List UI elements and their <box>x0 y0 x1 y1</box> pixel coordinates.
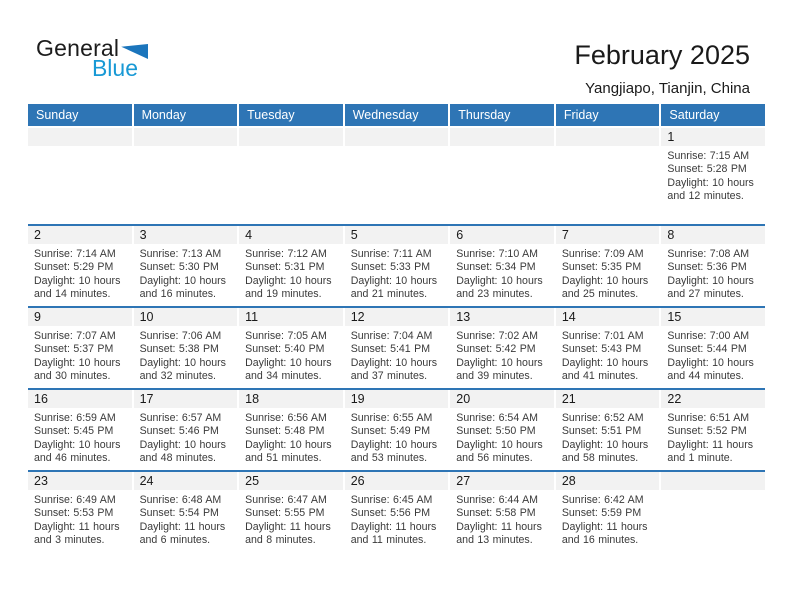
sunrise-text: Sunrise: 7:10 AM <box>456 248 538 260</box>
week-row <box>28 224 765 306</box>
daylight-text: Daylight: 10 hours and 19 minutes. <box>245 274 332 301</box>
daylight-text: Daylight: 10 hours and 58 minutes. <box>561 438 649 465</box>
sunrise-text: Sunrise: 7:11 AM <box>350 248 432 260</box>
day-details <box>28 408 132 466</box>
day-cell-6 <box>450 226 554 306</box>
general-blue-logo <box>36 37 148 80</box>
day-cell-3 <box>134 226 238 306</box>
day-cell-19 <box>345 390 449 470</box>
weekday-header-row <box>28 104 765 126</box>
daylight-text: Daylight: 11 hours and 11 minutes. <box>350 520 437 547</box>
day-number: 2 <box>34 228 41 242</box>
sunrise-text: Sunrise: 6:42 AM <box>561 494 644 506</box>
day-details <box>661 244 765 302</box>
day-details <box>28 326 132 384</box>
weekday-header-wednesday: Wednesday <box>345 104 449 126</box>
sunset-text: Sunset: 5:46 PM <box>139 425 219 438</box>
day-cell-17 <box>134 390 238 470</box>
day-number: 9 <box>34 310 41 324</box>
day-number-band <box>450 472 554 490</box>
day-number: 6 <box>456 228 464 242</box>
day-details <box>345 146 449 150</box>
day-details <box>239 490 343 548</box>
day-details <box>345 490 449 548</box>
daylight-text: Daylight: 11 hours and 8 minutes. <box>245 520 331 547</box>
day-details <box>28 244 132 302</box>
day-number-band <box>556 226 660 244</box>
sunrise-text: Sunrise: 7:00 AM <box>667 330 750 342</box>
day-details <box>239 408 343 466</box>
day-number-band <box>239 308 343 326</box>
day-number: 19 <box>350 392 365 406</box>
day-details <box>345 244 449 302</box>
day-cell-20 <box>450 390 554 470</box>
day-details <box>239 244 343 302</box>
daylight-text: Daylight: 10 hours and 37 minutes. <box>350 356 438 383</box>
daylight-text: Daylight: 10 hours and 27 minutes. <box>667 274 754 301</box>
week-row <box>28 470 765 552</box>
day-number-band <box>134 308 238 326</box>
day-number-band <box>345 226 449 244</box>
day-details <box>661 326 765 384</box>
day-cell-25 <box>239 472 343 552</box>
day-cell-22 <box>661 390 765 470</box>
day-details <box>28 146 132 150</box>
daylight-text: Daylight: 10 hours and 46 minutes. <box>34 438 121 465</box>
sunset-text: Sunset: 5:54 PM <box>139 507 219 520</box>
daylight-text: Daylight: 10 hours and 56 minutes. <box>456 438 543 465</box>
page-title: February 2025 <box>574 40 750 70</box>
day-number-band <box>28 226 132 244</box>
sunset-text: Sunset: 5:50 PM <box>456 425 536 438</box>
weekday-header-tuesday: Tuesday <box>239 104 343 126</box>
sunrise-text: Sunrise: 7:12 AM <box>245 248 327 260</box>
sunset-text: Sunset: 5:30 PM <box>139 261 219 274</box>
day-number: 16 <box>34 392 48 406</box>
daylight-text: Daylight: 10 hours and 25 minutes. <box>561 274 649 301</box>
day-details <box>450 244 554 302</box>
daylight-text: Daylight: 11 hours and 16 minutes. <box>561 520 648 547</box>
daylight-text: Daylight: 11 hours and 6 minutes. <box>139 520 226 547</box>
sunset-text: Sunset: 5:33 PM <box>350 261 431 274</box>
day-number: 7 <box>561 228 569 242</box>
sunrise-text: Sunrise: 6:54 AM <box>456 412 538 424</box>
sunset-text: Sunset: 5:51 PM <box>561 425 642 438</box>
day-number: 12 <box>350 310 365 324</box>
sunset-text: Sunset: 5:58 PM <box>456 507 536 520</box>
sunset-text: Sunset: 5:44 PM <box>667 343 747 356</box>
day-number-band <box>134 472 238 490</box>
sunrise-text: Sunrise: 6:52 AM <box>561 412 644 424</box>
daylight-text: Daylight: 10 hours and 34 minutes. <box>245 356 332 383</box>
day-cell-empty <box>661 472 765 552</box>
sunset-text: Sunset: 5:35 PM <box>561 261 642 274</box>
day-cell-18 <box>239 390 343 470</box>
day-cell-4 <box>239 226 343 306</box>
logo-text-blue: Blue <box>91 55 138 81</box>
daylight-text: Daylight: 10 hours and 21 minutes. <box>350 274 438 301</box>
sunrise-text: Sunrise: 6:57 AM <box>139 412 222 424</box>
sunrise-text: Sunrise: 6:55 AM <box>350 412 433 424</box>
day-cell-26 <box>345 472 449 552</box>
weekday-header-friday: Friday <box>556 104 660 126</box>
daylight-text: Daylight: 10 hours and 12 minutes. <box>667 176 754 203</box>
sunset-text: Sunset: 5:52 PM <box>667 425 747 438</box>
day-cell-5 <box>345 226 449 306</box>
sunrise-text: Sunrise: 7:04 AM <box>350 330 433 342</box>
sunrise-text: Sunrise: 7:02 AM <box>456 330 538 342</box>
day-number-band <box>28 308 132 326</box>
daylight-text: Daylight: 10 hours and 32 minutes. <box>139 356 226 383</box>
daylight-text: Daylight: 10 hours and 30 minutes. <box>34 356 121 383</box>
day-number-band <box>450 226 554 244</box>
day-number-band <box>661 226 765 244</box>
day-number-band <box>556 128 660 146</box>
daylight-text: Daylight: 11 hours and 13 minutes. <box>456 520 542 547</box>
daylight-text: Daylight: 10 hours and 41 minutes. <box>561 356 649 383</box>
sunset-text: Sunset: 5:59 PM <box>561 507 642 520</box>
day-cell-9 <box>28 308 132 388</box>
week-row <box>28 306 765 388</box>
day-number-band <box>661 390 765 408</box>
day-cell-14 <box>556 308 660 388</box>
weekday-header-saturday: Saturday <box>661 104 765 126</box>
day-cell-23 <box>28 472 132 552</box>
sunset-text: Sunset: 5:38 PM <box>139 343 219 356</box>
day-cell-2 <box>28 226 132 306</box>
sunset-text: Sunset: 5:34 PM <box>456 261 536 274</box>
daylight-text: Daylight: 10 hours and 16 minutes. <box>139 274 226 301</box>
sunrise-text: Sunrise: 7:15 AM <box>667 150 750 162</box>
day-details <box>661 146 765 204</box>
day-details <box>134 244 238 302</box>
sunrise-text: Sunrise: 6:56 AM <box>245 412 327 424</box>
day-number: 23 <box>34 474 48 488</box>
day-details <box>28 490 132 548</box>
day-cell-16 <box>28 390 132 470</box>
day-cell-13 <box>450 308 554 388</box>
sunrise-text: Sunrise: 7:07 AM <box>34 330 116 342</box>
day-number: 15 <box>667 310 682 324</box>
weeks-container <box>28 128 765 552</box>
daylight-text: Daylight: 10 hours and 53 minutes. <box>350 438 438 465</box>
day-cell-10 <box>134 308 238 388</box>
day-details <box>556 146 660 150</box>
sunset-text: Sunset: 5:42 PM <box>456 343 536 356</box>
day-cell-28 <box>556 472 660 552</box>
day-cell-empty <box>450 128 554 224</box>
day-details <box>134 408 238 466</box>
day-number-band <box>28 472 132 490</box>
day-cell-empty <box>239 128 343 224</box>
week-row <box>28 388 765 470</box>
day-details <box>134 326 238 384</box>
day-number: 10 <box>139 310 154 324</box>
sunrise-text: Sunrise: 6:48 AM <box>139 494 222 506</box>
day-number-band <box>28 390 132 408</box>
location-subtitle: Yangjiapo, Tianjin, China <box>585 80 750 97</box>
day-number: 5 <box>350 228 358 242</box>
day-cell-1 <box>661 128 765 224</box>
day-details <box>450 408 554 466</box>
day-details <box>239 326 343 384</box>
day-details <box>556 408 660 466</box>
day-number: 4 <box>245 228 253 242</box>
day-details <box>661 490 765 494</box>
day-number-band <box>556 308 660 326</box>
sunset-text: Sunset: 5:49 PM <box>350 425 431 438</box>
day-number-band <box>661 472 765 490</box>
day-number: 24 <box>139 474 154 488</box>
day-number-band <box>450 308 554 326</box>
day-cell-empty <box>28 128 132 224</box>
day-number: 1 <box>667 130 675 144</box>
sunrise-text: Sunrise: 7:13 AM <box>139 248 222 260</box>
day-number: 25 <box>245 474 260 488</box>
day-number-band <box>239 472 343 490</box>
calendar-table <box>28 104 765 552</box>
sunrise-text: Sunrise: 7:05 AM <box>245 330 327 342</box>
day-number: 22 <box>667 392 682 406</box>
day-number-band <box>345 128 449 146</box>
day-details <box>556 490 660 548</box>
daylight-text: Daylight: 10 hours and 14 minutes. <box>34 274 121 301</box>
sunrise-text: Sunrise: 7:09 AM <box>561 248 644 260</box>
title-block <box>574 42 750 96</box>
day-cell-empty <box>134 128 238 224</box>
sunrise-text: Sunrise: 6:45 AM <box>350 494 433 506</box>
day-details <box>661 408 765 466</box>
day-number-band <box>28 128 132 146</box>
sunset-text: Sunset: 5:45 PM <box>34 425 114 438</box>
day-number-band <box>450 128 554 146</box>
sunrise-text: Sunrise: 6:51 AM <box>667 412 750 424</box>
day-number-band <box>239 226 343 244</box>
sunrise-text: Sunrise: 6:44 AM <box>456 494 538 506</box>
sunrise-text: Sunrise: 6:59 AM <box>34 412 116 424</box>
weekday-header-sunday: Sunday <box>28 104 132 126</box>
daylight-text: Daylight: 11 hours and 3 minutes. <box>34 520 120 547</box>
day-number: 17 <box>139 392 154 406</box>
day-cell-empty <box>345 128 449 224</box>
daylight-text: Daylight: 10 hours and 39 minutes. <box>456 356 543 383</box>
sunrise-text: Sunrise: 6:47 AM <box>245 494 327 506</box>
sunset-text: Sunset: 5:43 PM <box>561 343 642 356</box>
day-number: 3 <box>139 228 147 242</box>
sunset-text: Sunset: 5:36 PM <box>667 261 747 274</box>
daylight-text: Daylight: 11 hours and 1 minute. <box>667 438 754 465</box>
day-cell-21 <box>556 390 660 470</box>
day-details <box>450 490 554 548</box>
daylight-text: Daylight: 10 hours and 44 minutes. <box>667 356 754 383</box>
day-number-band <box>345 390 449 408</box>
day-number: 13 <box>456 310 471 324</box>
week-row <box>28 128 765 224</box>
day-number-band <box>134 226 238 244</box>
day-details <box>345 326 449 384</box>
day-number-band <box>134 390 238 408</box>
logo-text-general: General <box>36 35 120 61</box>
day-cell-27 <box>450 472 554 552</box>
daylight-text: Daylight: 10 hours and 23 minutes. <box>456 274 543 301</box>
day-number: 20 <box>456 392 471 406</box>
sunrise-text: Sunrise: 7:14 AM <box>34 248 116 260</box>
day-cell-8 <box>661 226 765 306</box>
day-details <box>345 408 449 466</box>
day-cell-15 <box>661 308 765 388</box>
day-details <box>556 244 660 302</box>
weekday-header-thursday: Thursday <box>450 104 554 126</box>
sunset-text: Sunset: 5:55 PM <box>245 507 325 520</box>
daylight-text: Daylight: 10 hours and 51 minutes. <box>245 438 332 465</box>
day-number: 8 <box>667 228 675 242</box>
day-details <box>239 146 343 150</box>
day-number: 27 <box>456 474 471 488</box>
sunrise-text: Sunrise: 6:49 AM <box>34 494 116 506</box>
sunrise-text: Sunrise: 7:08 AM <box>667 248 750 260</box>
day-number-band <box>239 390 343 408</box>
day-number-band <box>556 390 660 408</box>
day-number-band <box>134 128 238 146</box>
day-number-band <box>661 308 765 326</box>
day-cell-24 <box>134 472 238 552</box>
day-details <box>134 146 238 150</box>
sunset-text: Sunset: 5:48 PM <box>245 425 325 438</box>
sunset-text: Sunset: 5:40 PM <box>245 343 325 356</box>
day-cell-12 <box>345 308 449 388</box>
day-details <box>450 326 554 384</box>
day-number: 18 <box>245 392 260 406</box>
day-number: 28 <box>561 474 576 488</box>
day-number-band <box>239 128 343 146</box>
sunrise-text: Sunrise: 7:06 AM <box>139 330 222 342</box>
sunset-text: Sunset: 5:29 PM <box>34 261 114 274</box>
daylight-text: Daylight: 10 hours and 48 minutes. <box>139 438 226 465</box>
sunset-text: Sunset: 5:37 PM <box>34 343 114 356</box>
day-number-band <box>556 472 660 490</box>
day-details <box>134 490 238 548</box>
sunset-text: Sunset: 5:53 PM <box>34 507 114 520</box>
sunset-text: Sunset: 5:28 PM <box>667 163 747 176</box>
day-number-band <box>450 390 554 408</box>
day-number: 14 <box>561 310 576 324</box>
sunset-text: Sunset: 5:41 PM <box>350 343 431 356</box>
day-number-band <box>345 308 449 326</box>
day-number-band <box>661 128 765 146</box>
day-details <box>556 326 660 384</box>
day-number-band <box>345 472 449 490</box>
day-number: 21 <box>561 392 576 406</box>
weekday-header-monday: Monday <box>134 104 238 126</box>
day-cell-7 <box>556 226 660 306</box>
day-cell-11 <box>239 308 343 388</box>
day-number: 11 <box>245 310 259 324</box>
sunset-text: Sunset: 5:31 PM <box>245 261 325 274</box>
day-details <box>450 146 554 150</box>
sunset-text: Sunset: 5:56 PM <box>350 507 431 520</box>
day-number: 26 <box>350 474 365 488</box>
sunrise-text: Sunrise: 7:01 AM <box>561 330 644 342</box>
day-cell-empty <box>556 128 660 224</box>
